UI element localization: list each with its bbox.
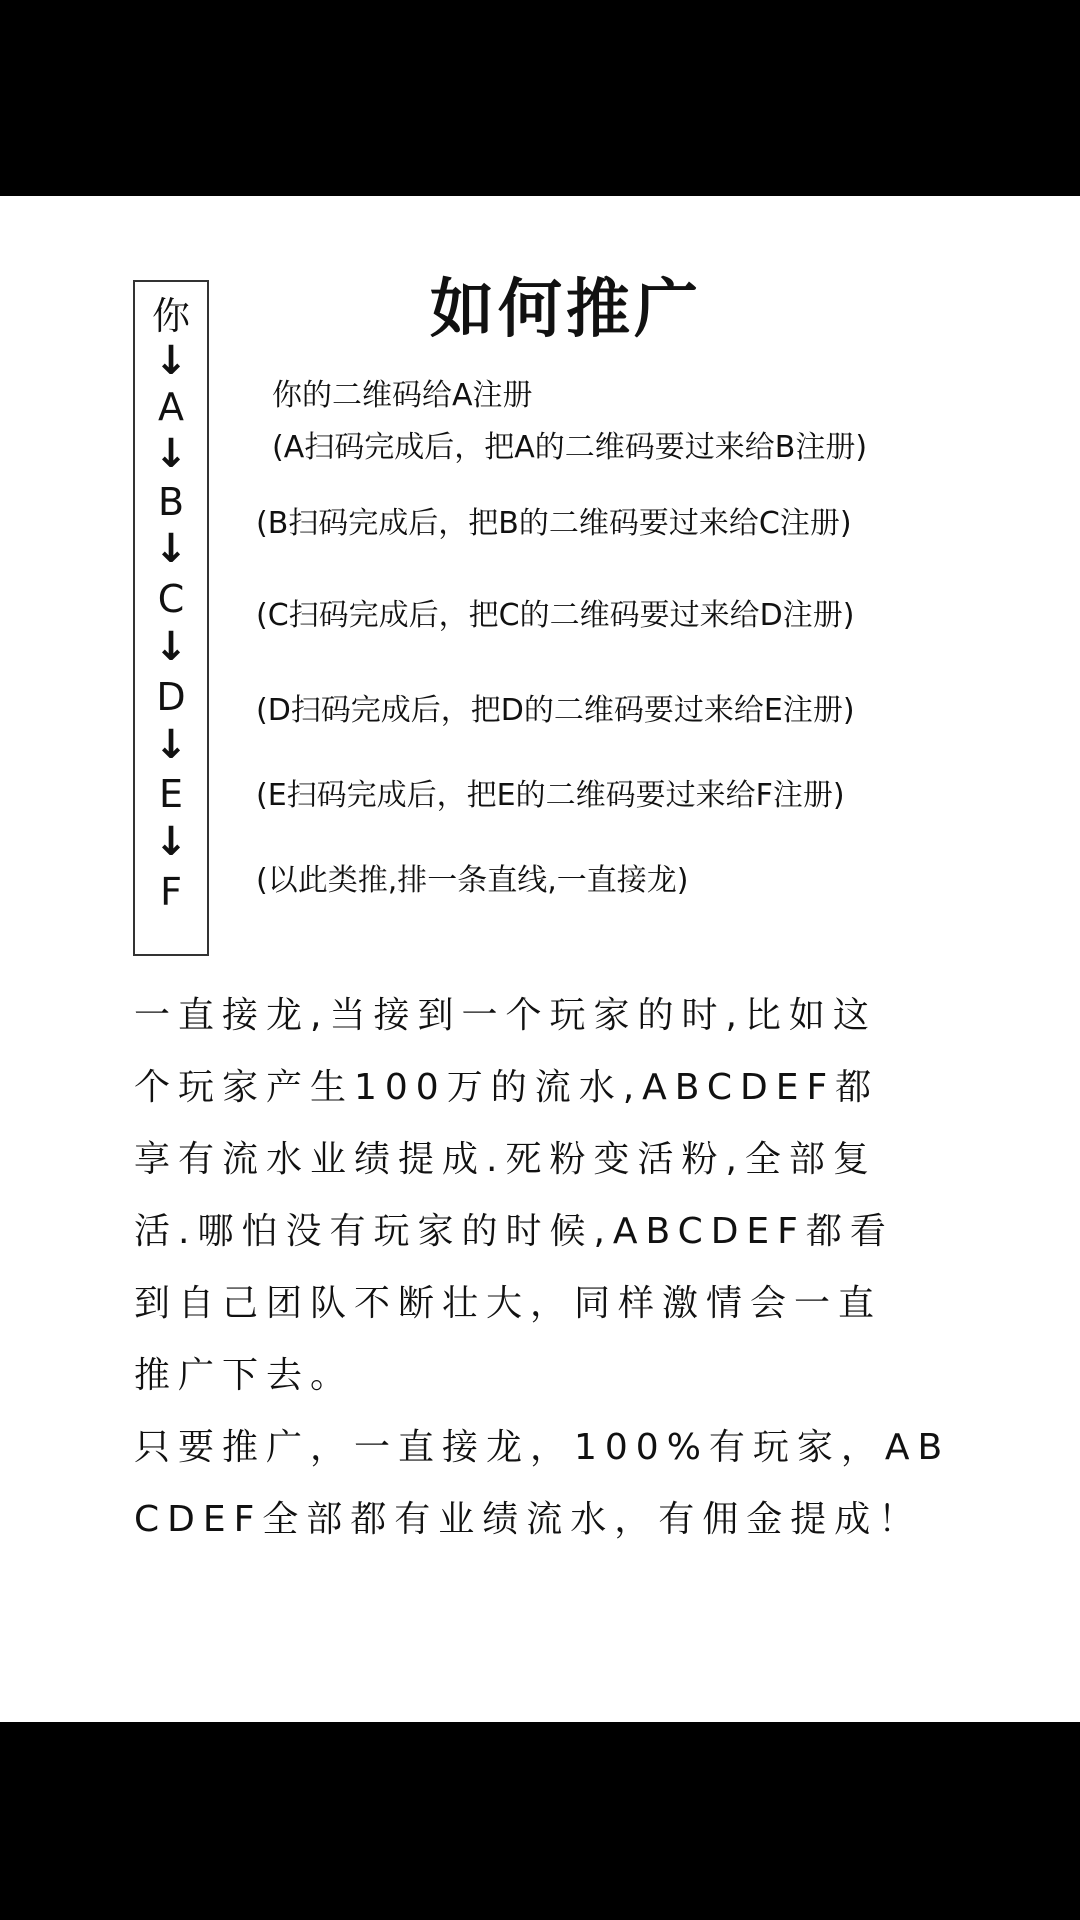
chain-start-you: 你 (151, 294, 190, 338)
referral-chain-box (133, 280, 209, 956)
chain-node-b: B (157, 480, 185, 524)
step-line: (B扫码完成后，把B的二维码要过来给C注册) (256, 506, 852, 541)
paragraph-line: 推广下去。 (134, 1355, 355, 1396)
down-arrow-icon: ↓ (154, 819, 188, 865)
down-arrow-icon: ↓ (154, 624, 188, 670)
poster-page (0, 196, 1080, 1722)
chain-node-f: F (160, 870, 182, 914)
chain-node-a: A (158, 385, 184, 429)
top-black-bar (0, 0, 1080, 196)
paragraph-line: 活.哪怕没有玩家的时候,ABCDEF都看 (134, 1211, 894, 1252)
page-title: 如何推广 (430, 273, 702, 347)
down-arrow-icon: ↓ (154, 722, 188, 768)
down-arrow-icon: ↓ (154, 526, 188, 572)
paragraph-line: 个玩家产生100万的流水,ABCDEF都 (134, 1067, 880, 1108)
paragraph-line: 到自己团队不断壮大，同样激情会一直 (134, 1283, 883, 1324)
step-line: (E扫码完成后，把E的二维码要过来给F注册) (256, 778, 845, 813)
bottom-black-bar (0, 1722, 1080, 1920)
step-line: 你的二维码给A注册 (272, 378, 533, 413)
chain-node-e: E (158, 772, 183, 816)
step-line: (D扫码完成后，把D的二维码要过来给E注册) (256, 693, 855, 728)
chain-node-d: D (156, 675, 186, 719)
chain-node-c: C (157, 577, 185, 621)
step-line: (以此类推,排一条直线,一直接龙) (256, 863, 689, 898)
paragraph-line: 一直接龙,当接到一个玩家的时,比如这 (134, 995, 877, 1036)
paragraph-line: CDEF全部都有业绩流水，有佣金提成！ (134, 1499, 923, 1540)
paragraph-line: 只要推广，一直接龙，100%有玩家，AB (134, 1427, 951, 1468)
paragraph-line: 享有流水业绩提成.死粉变活粉,全部复 (134, 1139, 877, 1180)
down-arrow-icon: ↓ (154, 431, 188, 477)
step-line: (C扫码完成后，把C的二维码要过来给D注册) (256, 598, 855, 633)
step-line: (A扫码完成后，把A的二维码要过来给B注册) (272, 430, 868, 465)
down-arrow-icon: ↓ (154, 338, 188, 384)
